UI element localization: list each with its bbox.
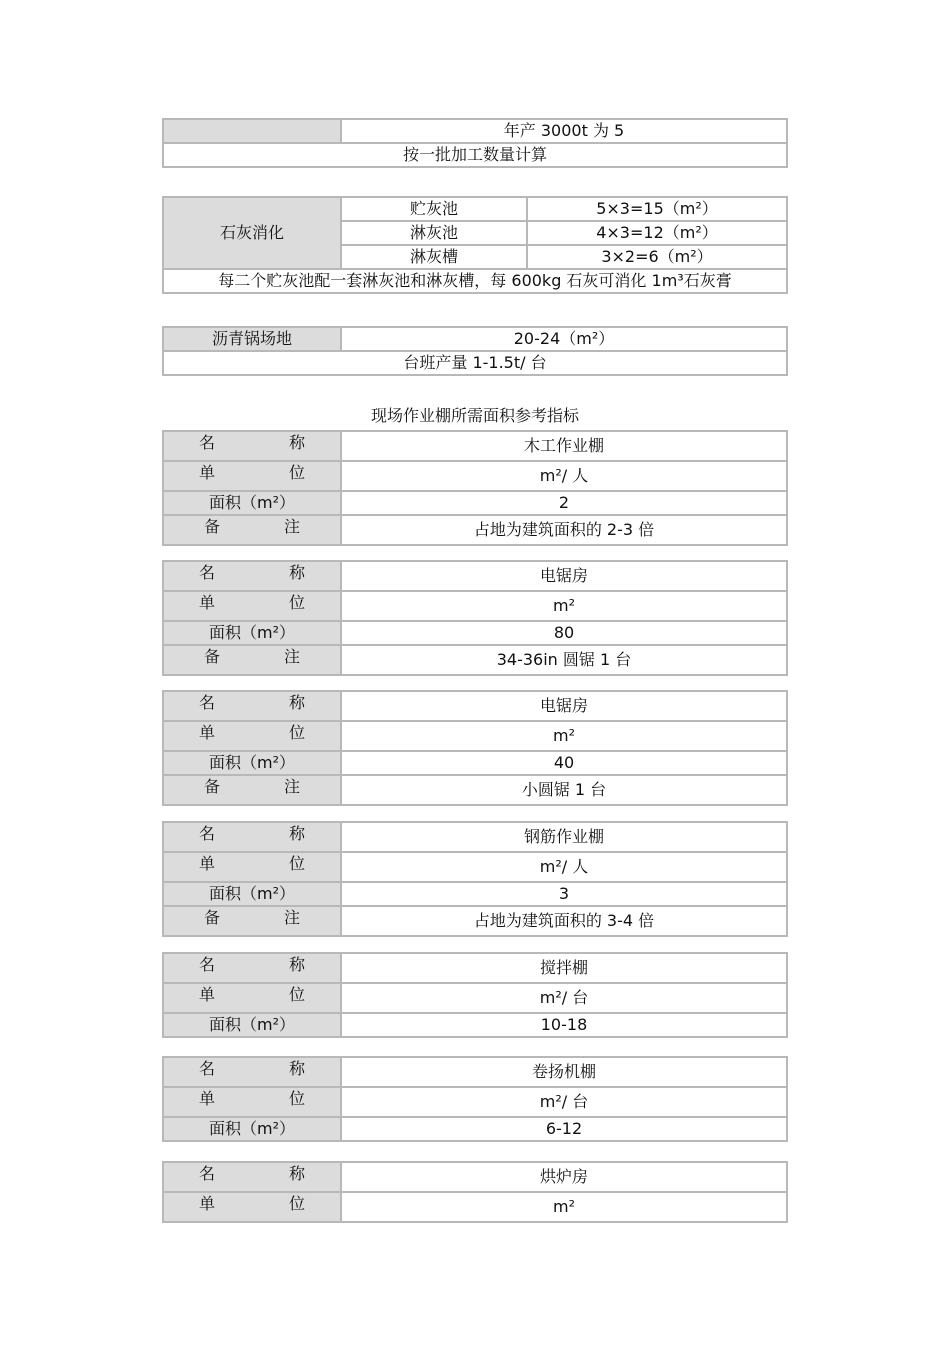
section-title: 现场作业棚所需面积参考指标 [370,406,579,425]
area-label: 面积（m²） [163,1117,341,1141]
unit-label: 单 位 [163,461,341,491]
shed-name: 钢筋作业棚 [341,822,787,852]
shed-name: 烘炉房 [341,1162,787,1192]
shed-table [162,430,788,546]
empty-label-cell [163,119,341,143]
table-asphalt [162,326,788,376]
pool-name: 淋灰池 [341,221,527,245]
area-label: 面积（m²） [163,491,341,515]
asphalt-value: 20-24（m²） [341,327,787,351]
output-note: 按一批加工数量计算 [163,143,787,167]
shed-name: 搅拌棚 [341,953,787,983]
remark-label: 备 注 [163,645,341,675]
table-output [162,118,788,168]
shed-area: 10-18 [341,1013,787,1037]
name-label: 名 称 [163,691,341,721]
shed-name: 电锯房 [341,691,787,721]
shed-remark: 小圆锯 1 台 [341,775,787,805]
shed-remark: 34-36in 圆锯 1 台 [341,645,787,675]
name-label: 名 称 [163,561,341,591]
shed-unit: m²/ 台 [341,1087,787,1117]
shed-unit: m² [341,721,787,751]
shed-area: 6-12 [341,1117,787,1141]
unit-label: 单 位 [163,1192,341,1222]
pool-name: 淋灰槽 [341,245,527,269]
shed-unit: m²/ 台 [341,983,787,1013]
pool-name: 贮灰池 [341,197,527,221]
pool-value: 4×3=12（m²） [527,221,787,245]
shed-table [162,1056,788,1142]
shed-name: 电锯房 [341,561,787,591]
remark-label: 备 注 [163,906,341,936]
shed-unit: m²/ 人 [341,852,787,882]
pool-value: 3×2=6（m²） [527,245,787,269]
unit-label: 单 位 [163,591,341,621]
shed-name: 木工作业棚 [341,431,787,461]
shed-area: 3 [341,882,787,906]
unit-label: 单 位 [163,721,341,751]
pool-value: 5×3=15（m²） [527,197,787,221]
area-label: 面积（m²） [163,1013,341,1037]
shed-area: 2 [341,491,787,515]
unit-label: 单 位 [163,852,341,882]
shed-table [162,821,788,937]
asphalt-note: 台班产量 1-1.5t/ 台 [163,351,787,375]
output-value: 年产 3000t 为 5 [341,119,787,143]
name-label: 名 称 [163,1162,341,1192]
shed-unit: m²/ 人 [341,461,787,491]
shed-name: 卷扬机棚 [341,1057,787,1087]
shed-table [162,952,788,1038]
remark-label: 备 注 [163,775,341,805]
shed-unit: m² [341,1192,787,1222]
shed-area: 40 [341,751,787,775]
name-label: 名 称 [163,431,341,461]
remark-label: 备 注 [163,515,341,545]
table-lime-slaking [162,196,788,294]
shed-table [162,560,788,676]
unit-label: 单 位 [163,983,341,1013]
shed-table [162,1161,788,1223]
shed-remark: 占地为建筑面积的 3-4 倍 [341,906,787,936]
shed-area: 80 [341,621,787,645]
shed-unit: m² [341,591,787,621]
area-label: 面积（m²） [163,751,341,775]
name-label: 名 称 [163,1057,341,1087]
shed-remark: 占地为建筑面积的 2-3 倍 [341,515,787,545]
area-label: 面积（m²） [163,882,341,906]
area-label: 面积（m²） [163,621,341,645]
unit-label: 单 位 [163,1087,341,1117]
asphalt-label: 沥青锅场地 [163,327,341,351]
lime-slaking-label: 石灰消化 [163,197,341,269]
name-label: 名 称 [163,953,341,983]
shed-table [162,690,788,806]
lime-slaking-note: 每二个贮灰池配一套淋灰池和淋灰槽，每 600kg 石灰可消化 1m³石灰膏 [163,269,787,293]
name-label: 名 称 [163,822,341,852]
